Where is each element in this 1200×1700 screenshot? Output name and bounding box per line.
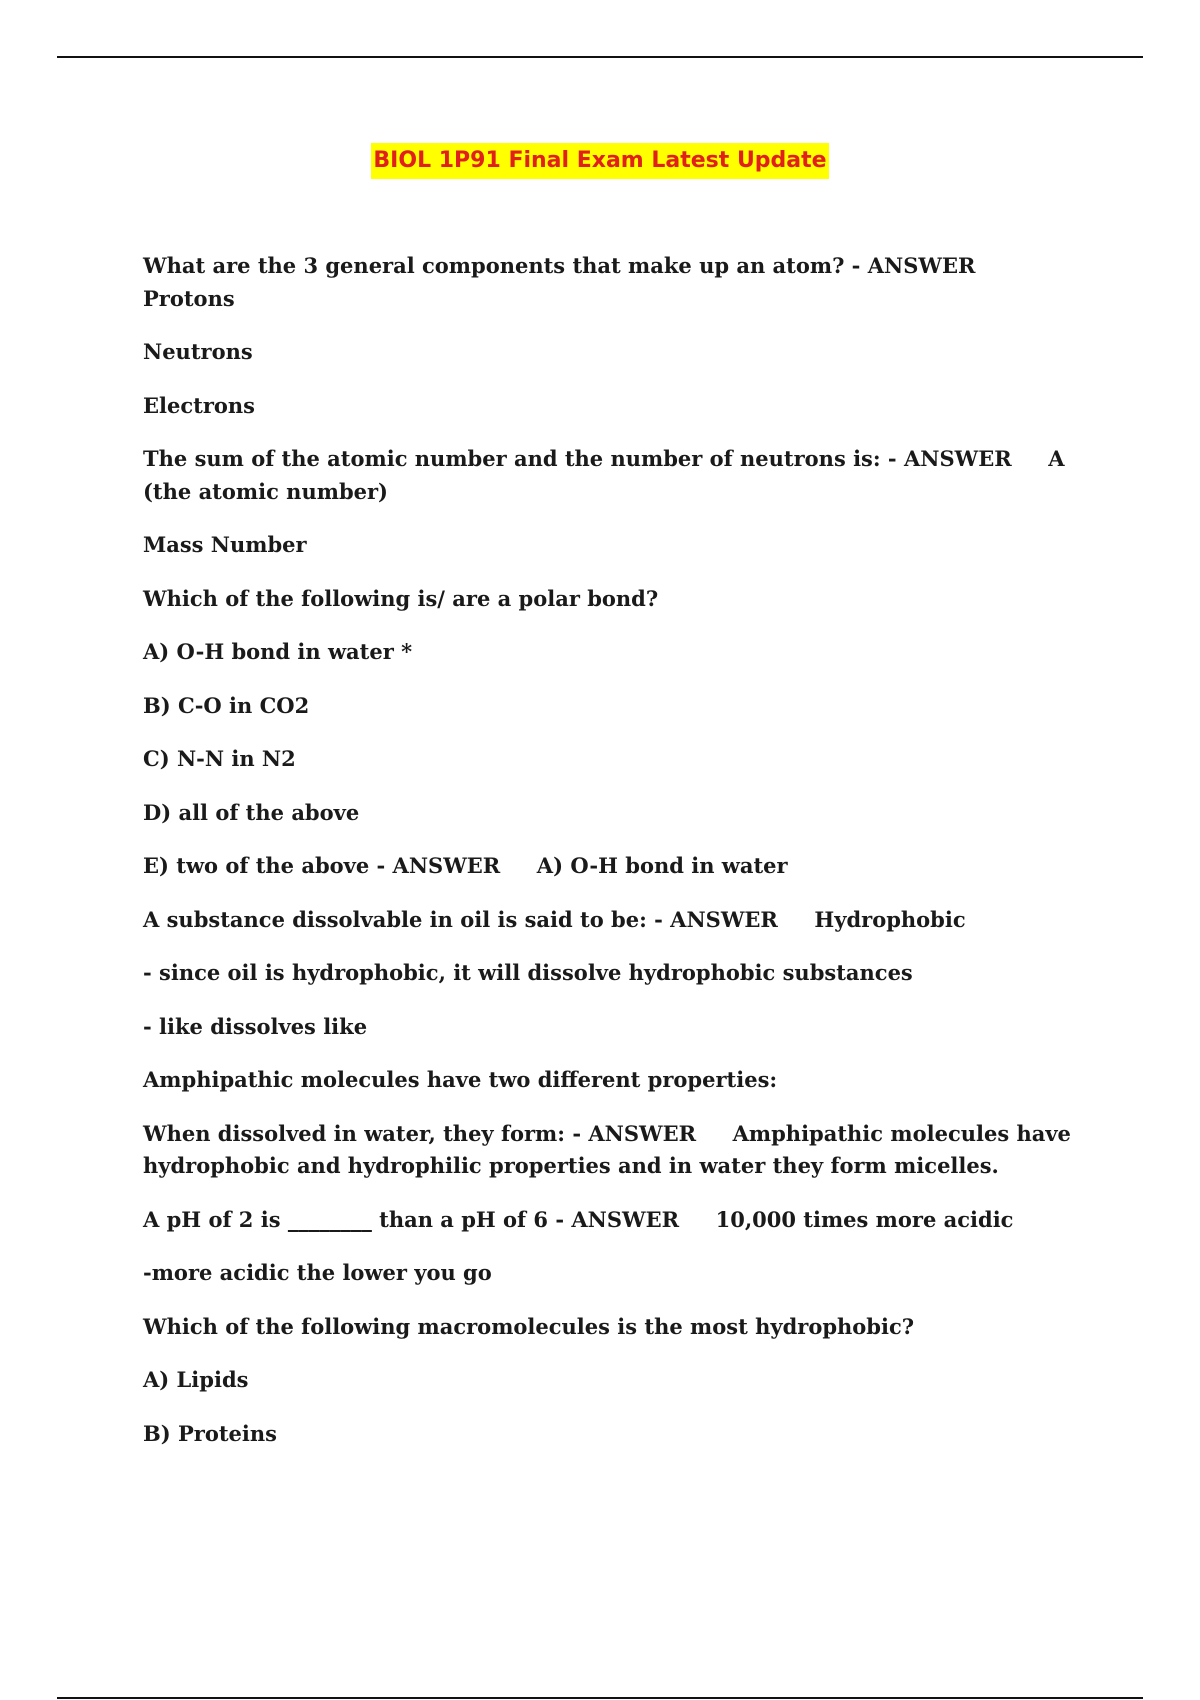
document-title: BIOL 1P91 Final Exam Latest Update: [371, 143, 828, 179]
paragraph-7: A) O-H bond in water *: [143, 639, 413, 664]
paragraph-20: A) Lipids: [143, 1367, 249, 1392]
paragraph-2: Neutrons: [143, 339, 253, 364]
paragraph-8: B) C-O in CO2: [143, 692, 310, 718]
paragraph-3: Electrons: [143, 392, 255, 418]
paragraph-15: Amphipathic molecules have two different properties:: [143, 1067, 778, 1092]
paragraph-19: Which of the following macromolecules is the most hydrophobic?: [143, 1313, 915, 1339]
paragraph-1: What are the 3 general components that make up an atom? - ANSWER Protons: [143, 253, 1012, 311]
title-container: [0, 143, 1200, 179]
bottom-rule: [57, 1697, 1143, 1699]
paragraph-18: -more acidic the lower you go: [143, 1260, 492, 1285]
paragraph-6: Which of the following is/ are a polar bond?: [143, 585, 659, 611]
paragraph-9: C) N-N in N2: [143, 746, 296, 771]
paragraph-17: A pH of 2 is ________ than a pH of 6 - ANSWER 10,000 times more acidic: [143, 1206, 1014, 1232]
paragraph-5: Mass Number: [143, 532, 307, 557]
paragraph-11: E) two of the above - ANSWER A) O-H bond in water: [143, 853, 788, 878]
paragraph-13: - since oil is hydrophobic, it will dissolve hydrophobic substances: [143, 960, 913, 985]
top-rule: [57, 56, 1143, 58]
paragraph-14: - like dissolves like: [143, 1013, 368, 1039]
paragraph-21: B) Proteins: [143, 1420, 277, 1446]
paragraph-4: The sum of the atomic number and the number of neutrons is: - ANSWER A (the atomic number): [143, 446, 1072, 504]
paragraph-16: When dissolved in water, they form: - ANSWER Amphipathic molecules have hydrophobic and hydrophilic properties and in water they form micelles.: [143, 1120, 1079, 1178]
paragraph-10: D) all of the above: [143, 799, 360, 825]
document-body: [143, 250, 1093, 1471]
paragraph-12: A substance dissolvable in oil is said to be: - ANSWER Hydrophobic: [143, 906, 966, 932]
